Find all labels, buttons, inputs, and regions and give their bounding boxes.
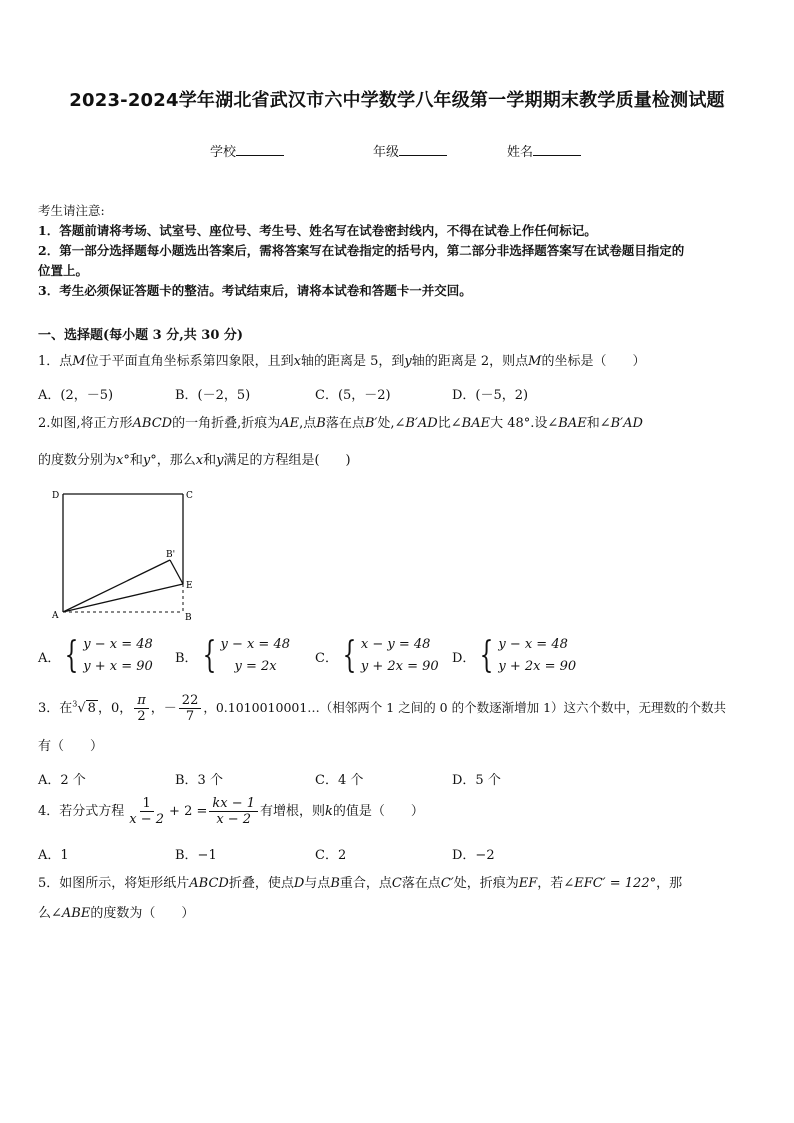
- q1-option-a[interactable]: A．(2，－5): [38, 388, 114, 403]
- school-field: [210, 141, 284, 160]
- q4-fraction-2: [209, 796, 258, 827]
- option-label: D．: [452, 650, 476, 666]
- q5-var: ∠EFC′ = 122°: [563, 876, 657, 891]
- fraction-numerator: 1: [140, 796, 154, 812]
- q5-text: 么: [38, 906, 52, 921]
- question-2: [38, 414, 760, 434]
- q1-var-m: M: [528, 354, 542, 369]
- q2-option-a[interactable]: [38, 634, 153, 678]
- q5-text: ，若: [537, 876, 564, 891]
- q2-text: 和: [129, 453, 143, 468]
- fig-label-d: D: [52, 491, 60, 501]
- q2-option-c[interactable]: [315, 634, 439, 678]
- fraction-denominator: x − 2: [216, 812, 252, 827]
- q4-option-b[interactable]: B．−1: [175, 848, 217, 863]
- q4-text: 的值是（ ）: [332, 804, 424, 819]
- q1-text: 轴的距离是 5，到: [300, 354, 405, 369]
- option-label: C．: [315, 650, 338, 666]
- q3-option-a[interactable]: A．2 个: [38, 773, 86, 788]
- q4-option-a[interactable]: A．1: [38, 848, 69, 863]
- q2-text: ,点: [299, 416, 317, 431]
- school-label: 学校: [210, 145, 237, 160]
- q2-text: 2.如图,将正方形: [38, 416, 133, 431]
- q5-var: ABCD: [189, 876, 229, 891]
- option-label: A．: [38, 650, 61, 666]
- q2-var: ∠BAE: [547, 416, 587, 431]
- page-title: 2023-2024学年湖北省武汉市六中学数学八年级第一学期期末教学质量检测试题: [69, 90, 725, 111]
- grade-blank: [399, 143, 447, 156]
- option-label: B．: [175, 650, 198, 666]
- q5-var: D: [293, 876, 305, 891]
- q5-var: B: [330, 876, 340, 891]
- q5-text: 折叠，使点: [228, 876, 294, 891]
- equation: y − x = 48: [83, 637, 153, 652]
- q5-var: C: [391, 876, 402, 891]
- fig-edge-bprime-e: [170, 560, 183, 584]
- fig-edge-ab-prime: [63, 560, 170, 612]
- q2-var: B: [316, 416, 326, 431]
- fig-fold-ae: [63, 584, 183, 612]
- q2-var: x: [195, 453, 204, 468]
- q5-text: 落在点: [401, 876, 441, 891]
- brace-icon: {: [480, 635, 494, 676]
- equation: y + x = 90: [83, 659, 153, 674]
- notice-block: [38, 201, 760, 301]
- q2-var: ∠BAE: [450, 416, 491, 431]
- q5-text: ，那: [656, 876, 683, 891]
- equation: x − y = 48: [360, 637, 431, 652]
- section-heading: 一、选择题(每小题 3 分,共 30 分): [38, 328, 244, 343]
- q3-fraction-22-7: [179, 693, 202, 724]
- equation: y + 2x = 90: [360, 659, 439, 674]
- q2-text: 和: [586, 416, 600, 431]
- q2-text: 大 48°.设: [490, 416, 548, 431]
- question-5-line2: [38, 904, 194, 924]
- q3-option-c[interactable]: C．4 个: [315, 773, 364, 788]
- q2-var: B′: [364, 416, 378, 431]
- q2-text: 的度数分别为: [38, 453, 117, 468]
- notice-item-3: 3．考生必须保证答题卡的整洁。考试结束后，请将本试卷和答题卡一并交回。: [38, 283, 472, 298]
- q1-option-b[interactable]: B．(－2，5): [175, 388, 251, 403]
- q2-text: 和: [203, 453, 217, 468]
- grade-label: 年级: [373, 145, 400, 160]
- q5-var: C′: [440, 876, 454, 891]
- q3-radicand: 8: [87, 701, 96, 716]
- q5-text: 的度数为（ ）: [90, 906, 195, 921]
- q1-var-y: y: [404, 354, 412, 369]
- question-3: [38, 693, 773, 724]
- q2-text: 比: [437, 416, 451, 431]
- question-4: [38, 796, 760, 827]
- q1-var-x: x: [293, 354, 301, 369]
- q4-option-c[interactable]: C．2: [315, 848, 347, 863]
- fraction-numerator: π: [134, 693, 149, 709]
- q2-figure: [46, 484, 206, 624]
- q3-option-d[interactable]: D．5 个: [452, 773, 501, 788]
- q3-fraction-pi: [134, 693, 149, 724]
- brace-icon: {: [342, 635, 357, 676]
- q1-text: 的坐标是（ ）: [541, 354, 646, 369]
- notice-item-2: 2．第一部分选择题每小题选出答案后，需将答案写在试卷指定的括号内，第二部分非选择题答案写在试卷题目指定的: [38, 243, 685, 258]
- fraction-numerator: 22: [179, 693, 202, 709]
- q5-var: EF: [518, 876, 538, 891]
- q3-text: ，0.1010010001…（相邻两个 1 之间的 0 的个数逐渐增加 1）这六个数中，无理数的个数共: [203, 700, 727, 715]
- q2-option-d[interactable]: [452, 634, 576, 678]
- fig-label-a: A: [52, 611, 59, 621]
- q3-root-index: 3: [72, 699, 78, 709]
- equation: y − x = 48: [498, 637, 568, 652]
- grade-field: [373, 141, 447, 160]
- notice-heading: 考生请注意:: [38, 203, 105, 218]
- q2-var: y: [216, 453, 224, 468]
- brace-icon: {: [64, 635, 79, 676]
- q3-text: ，0，: [97, 701, 133, 716]
- name-label: 姓名: [507, 145, 534, 160]
- equation: y − x = 48: [220, 637, 291, 652]
- q1-text: 位于平面直角坐标系第四象限，且到: [85, 354, 294, 369]
- q1-text: 轴的距离是 2，则点: [411, 354, 529, 369]
- fraction-denominator: x − 2: [129, 812, 165, 827]
- q4-text: 4．若分式方程: [38, 804, 125, 819]
- q2-text: 满足的方程组是( ): [223, 453, 351, 468]
- brace-icon: {: [202, 635, 216, 676]
- fraction-numerator: kx − 1: [209, 796, 258, 812]
- fig-label-b: B: [185, 613, 192, 623]
- question-1: [38, 352, 760, 372]
- q2-text: 落在点: [325, 416, 365, 431]
- q2-var: ABCD: [132, 416, 173, 431]
- q5-text: 与点: [304, 876, 331, 891]
- q2-var: ∠B′AD: [394, 416, 438, 431]
- q4-var-k: k: [325, 804, 333, 819]
- q5-text: 重合，点: [339, 876, 392, 891]
- q1-var-m: M: [72, 354, 86, 369]
- q5-var: ∠ABE: [51, 906, 91, 921]
- q5-text: 处，折痕为: [453, 876, 519, 891]
- q1-option-c[interactable]: C．(5，－2): [315, 388, 391, 403]
- q4-text: + 2 =: [169, 804, 208, 819]
- q3-option-b[interactable]: B．3 个: [175, 773, 223, 788]
- name-field: [507, 141, 581, 160]
- fig-label-e: E: [186, 581, 193, 591]
- school-blank: [236, 143, 284, 156]
- q4-fraction-1: [126, 796, 167, 827]
- q5-text: 5．如图所示，将矩形纸片: [38, 876, 190, 891]
- q2-text: 的一角折叠,折痕为: [172, 416, 281, 431]
- fraction-denominator: 7: [185, 709, 195, 724]
- question-3-line2: 有（ ）: [38, 739, 104, 754]
- q1-option-d[interactable]: D．(－5，2): [452, 388, 529, 403]
- name-blank: [533, 143, 581, 156]
- q3-text: ，－: [150, 701, 177, 716]
- question-2-line2: [38, 451, 760, 471]
- equation: y = 2x: [234, 659, 277, 674]
- q2-var: x°: [116, 453, 130, 468]
- fraction-denominator: 2: [137, 709, 146, 724]
- q3-text: 3．在: [38, 701, 73, 716]
- radical-icon: √: [77, 701, 86, 716]
- q2-var: AE: [280, 416, 300, 431]
- q2-option-b[interactable]: [175, 634, 290, 678]
- q2-text: 处,: [377, 416, 395, 431]
- q4-text: 有增根，则: [260, 804, 326, 819]
- notice-item-2-cont: 位置上。: [38, 263, 89, 278]
- q2-var: ∠B′AD: [599, 416, 643, 431]
- notice-item-1: 1．答题前请将考场、试室号、座位号、考生号、姓名写在试卷密封线内，不得在试卷上作任何标记。: [38, 223, 597, 238]
- q4-option-d[interactable]: D．−2: [452, 848, 495, 863]
- equation: y + 2x = 90: [498, 659, 577, 674]
- fig-label-b-prime: B': [166, 550, 176, 560]
- q2-text: ，那么: [156, 453, 196, 468]
- q2-var: y°: [142, 453, 157, 468]
- fig-label-c: C: [186, 491, 193, 501]
- question-5: [38, 874, 773, 894]
- q1-text: 1．点: [38, 354, 73, 369]
